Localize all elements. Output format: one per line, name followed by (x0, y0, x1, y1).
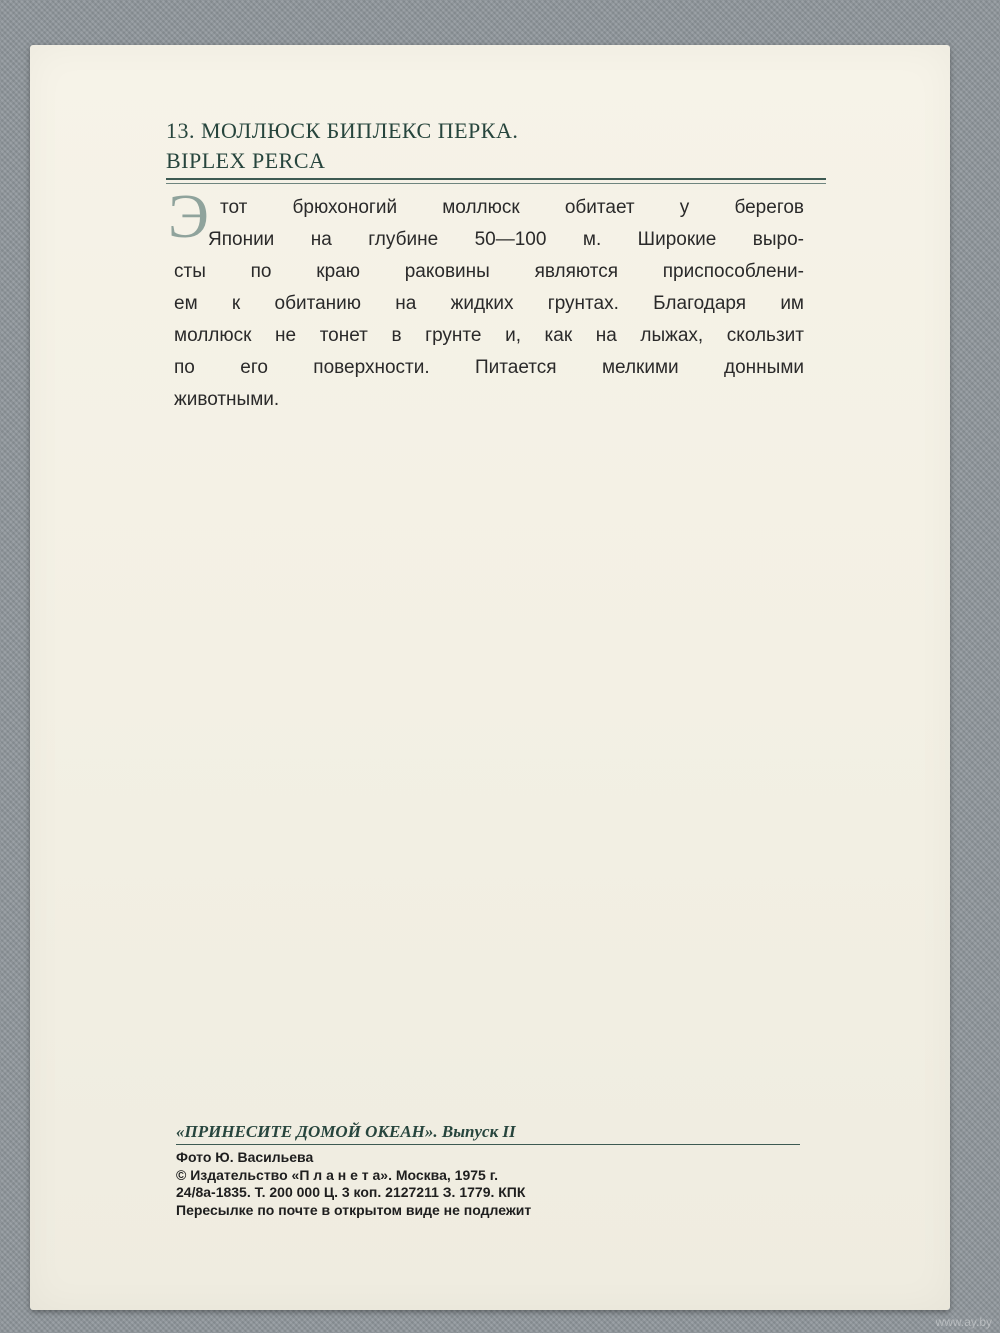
drop-cap: Э (168, 183, 209, 251)
text-line: моллюск не тонет в грунте и, как на лыжах, скользит (174, 325, 804, 346)
text-line: по его поверхности. Питается мелкими донными (174, 357, 804, 378)
title-block (166, 116, 518, 176)
text-line: животными. (174, 389, 280, 410)
text-line: ем к обитанию на жидких грунтах. Благодаря им (174, 293, 804, 314)
text-line: тот брюхоногий моллюск обитает у берегов (220, 197, 804, 218)
publisher-line: © Издательство «П л а н е т а». Москва, 1975 г. (176, 1166, 499, 1183)
title-divider-thin (166, 183, 826, 184)
title-divider (166, 178, 826, 180)
postal-note: Пересылке по почте в открытом виде не подлежит (176, 1201, 532, 1218)
series-title: «ПРИНЕСИТЕ ДОМОЙ ОКЕАН». Выпуск II (176, 1122, 516, 1141)
photo-credit: Фото Ю. Васильева (176, 1149, 314, 1165)
imprint-divider (176, 1144, 800, 1145)
imprint-block (176, 1149, 531, 1219)
title-latin: BIPLEX PERCA (166, 148, 326, 173)
text-line: сты по краю раковины являются приспособлени- (174, 261, 804, 282)
text-line: Японии на глубине 50—100 м. Широкие выро- (208, 229, 804, 250)
description-text (174, 192, 804, 416)
watermark: www.ay.by (935, 1315, 992, 1329)
title-russian: 13. МОЛЛЮСК БИПЛЕКС ПЕРКА. (166, 118, 519, 143)
print-code: 24/8а-1835. Т. 200 000 Ц. 3 коп. 2127211 З. 1779. КПК (176, 1184, 526, 1200)
